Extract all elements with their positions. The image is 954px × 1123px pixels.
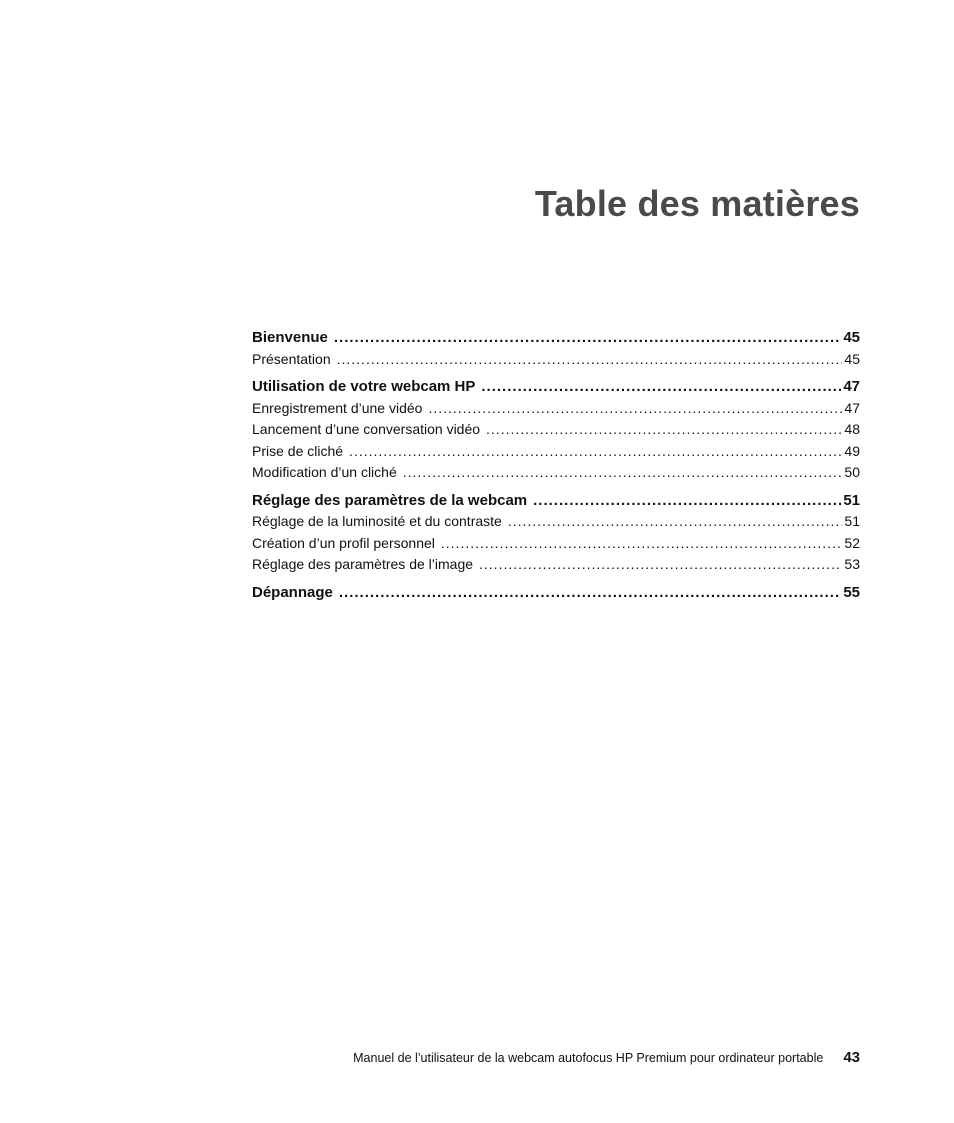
toc-entry-profil-personnel[interactable] (252, 535, 860, 557)
toc-entry-page: 47 (844, 399, 860, 416)
toc-entry-page: 45 (844, 350, 860, 367)
toc-entry-modification-cliche[interactable] (252, 464, 860, 486)
toc-entry-page: 55 (843, 583, 860, 601)
toc-leader-dots (441, 535, 843, 551)
toc-entry-page: 47 (843, 378, 860, 395)
toc-leader-dots (339, 584, 841, 601)
toc-entry-label: Réglage des paramètres de la webcam (252, 491, 528, 509)
toc-entry-reglage-parametres[interactable] (252, 492, 860, 514)
toc-entry-page: 48 (844, 421, 860, 437)
toc-entry-presentation[interactable] (252, 351, 860, 373)
toc-entry-label: Présentation (252, 350, 331, 367)
toc-leader-dots (486, 421, 842, 437)
toc-entry-page: 52 (844, 534, 860, 551)
footer-text: Manuel de l’utilisateur de la webcam autofocus HP Premium pour ordinateur portable (353, 1051, 824, 1065)
page-footer (353, 1049, 860, 1066)
table-of-contents (252, 329, 860, 605)
page-title: Table des matières (534, 183, 860, 224)
toc-entry-label: Réglage des paramètres de l’image (252, 556, 474, 572)
toc-entry-page: 51 (844, 513, 860, 529)
toc-entry-page: 50 (844, 464, 860, 480)
toc-leader-dots (334, 329, 841, 346)
toc-entry-depannage[interactable] (252, 584, 860, 606)
toc-entry-parametres-image[interactable] (252, 556, 860, 578)
toc-entry-page: 53 (844, 556, 860, 572)
toc-entry-label: Enregistrement d’une vidéo (252, 399, 423, 416)
toc-leader-dots (481, 378, 841, 395)
toc-entry-label: Dépannage (252, 583, 333, 601)
toc-leader-dots (479, 556, 842, 572)
toc-leader-dots (428, 400, 842, 416)
toc-leader-dots (508, 513, 843, 529)
toc-entry-luminosite-contraste[interactable] (252, 513, 860, 535)
toc-entry-label: Modification d’un cliché (252, 464, 397, 480)
toc-entry-conversation-video[interactable] (252, 421, 860, 443)
toc-leader-dots (533, 492, 841, 509)
toc-leader-dots (337, 351, 843, 367)
toc-entry-bienvenue[interactable] (252, 329, 860, 351)
toc-entry-label: Utilisation de votre webcam HP (252, 378, 476, 395)
toc-entry-page: 49 (844, 442, 860, 459)
toc-entry-label: Bienvenue (252, 329, 328, 346)
footer-page-number: 43 (843, 1049, 860, 1066)
toc-entry-label: Réglage de la luminosité et du contraste (252, 513, 502, 529)
toc-entry-prise-cliche[interactable] (252, 443, 860, 465)
toc-entry-page: 51 (843, 491, 860, 509)
toc-leader-dots (349, 443, 842, 459)
toc-leader-dots (403, 464, 843, 480)
toc-entry-page: 45 (843, 329, 860, 346)
toc-entry-label: Lancement d’une conversation vidéo (252, 421, 481, 437)
toc-entry-label: Prise de cliché (252, 442, 344, 459)
toc-entry-utilisation-webcam[interactable] (252, 378, 860, 400)
toc-entry-label: Création d’un profil personnel (252, 534, 435, 551)
toc-entry-enregistrement-video[interactable] (252, 400, 860, 422)
